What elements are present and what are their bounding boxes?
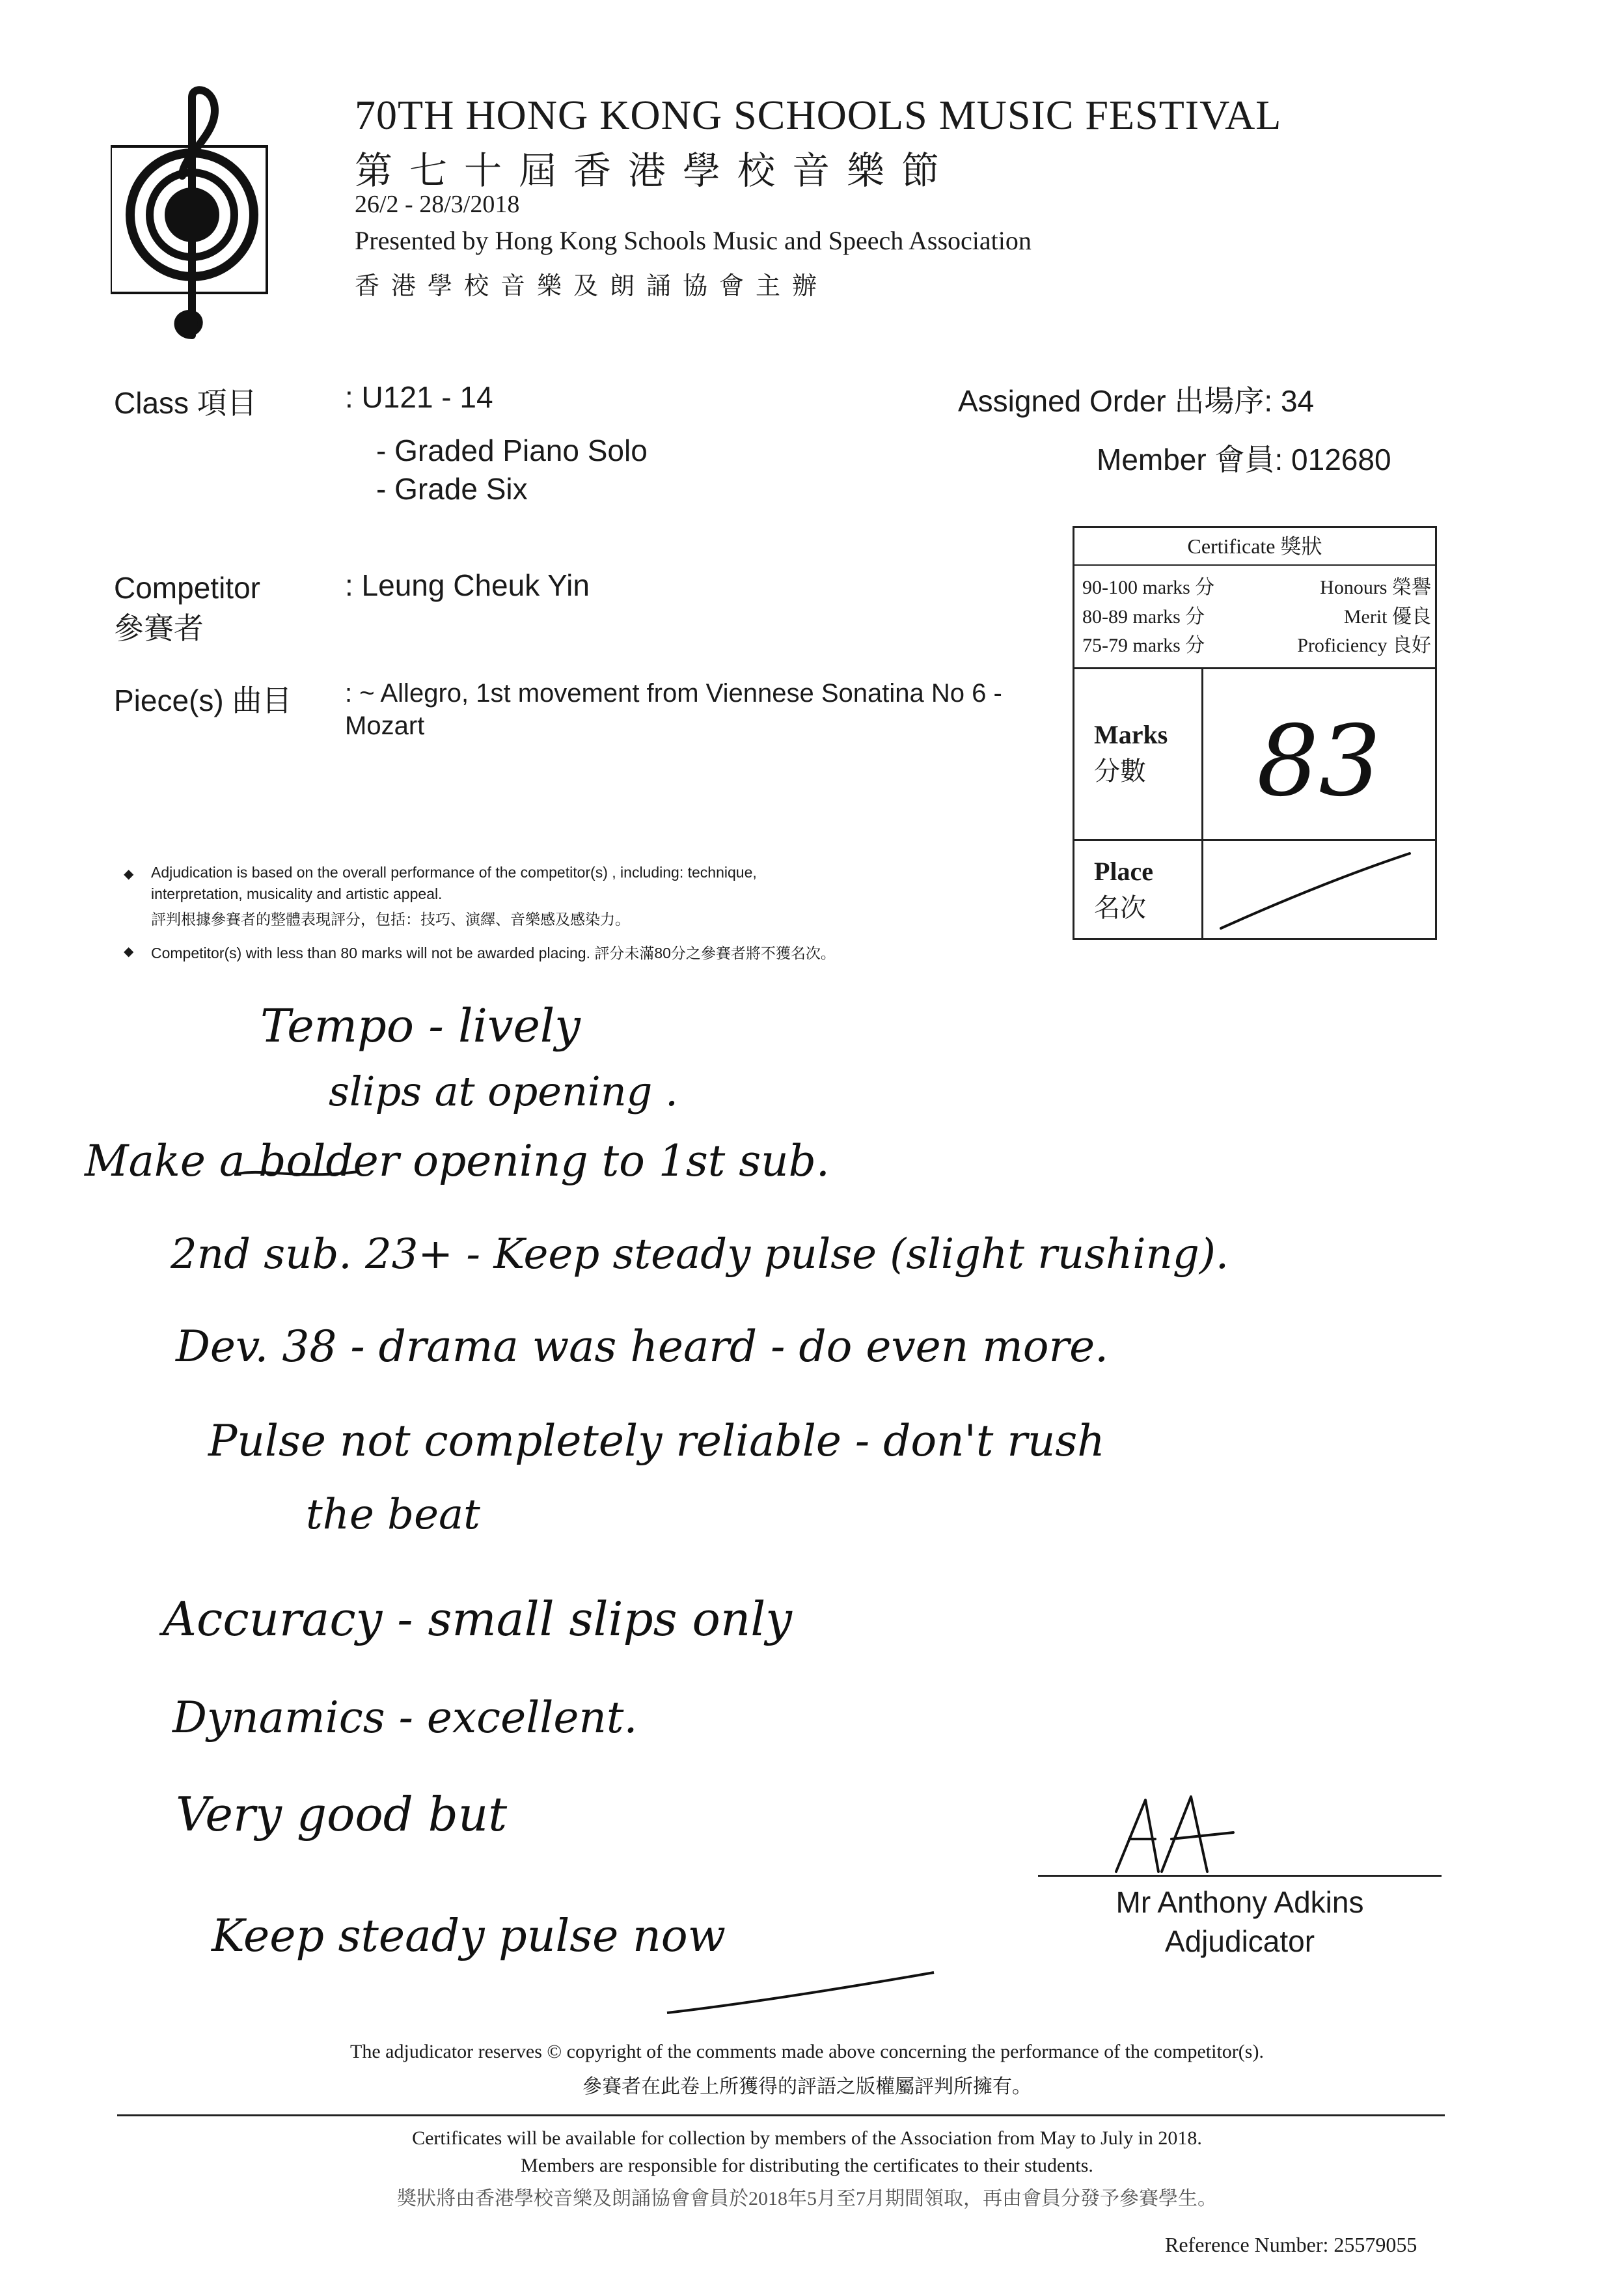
comment-line: 2nd sub. 23+ - Keep steady pulse (slight rushing). bbox=[171, 1230, 1229, 1279]
adjudication-note-zh: 評判根據參賽者的整體表現評分，包括：技巧、演繹、音樂感及感染力。 bbox=[151, 911, 630, 928]
table-divider bbox=[1201, 667, 1203, 940]
comment-line: Very good but bbox=[176, 1787, 508, 1842]
adjudicator-signature bbox=[1110, 1787, 1240, 1878]
place-dash-stroke bbox=[1208, 847, 1429, 938]
certificate-heading: Certificate 獎狀 bbox=[1074, 528, 1435, 566]
adjudicator-title: Adjudicator bbox=[1164, 1924, 1315, 1958]
certificate-distribution-note: Members are responsible for distributing the certificates to their students. bbox=[521, 2155, 1093, 2176]
festival-title: 70TH HONG KONG SCHOOLS MUSIC FESTIVAL bbox=[355, 92, 1282, 138]
comment-line: Dynamics - excellent. bbox=[172, 1693, 638, 1743]
class-code: : U121 - 14 bbox=[345, 380, 493, 414]
certificate-collection-note: Certificates will be available for collection by members of the Association from May to July in 2018. bbox=[412, 2127, 1202, 2149]
signature-line bbox=[1038, 1875, 1442, 1877]
festival-logo bbox=[111, 85, 293, 345]
marks-value-box bbox=[1218, 678, 1419, 827]
competitor-label-zh: 參賽者 bbox=[114, 611, 204, 645]
certificate-range: 75-79 marks 分 bbox=[1082, 635, 1205, 656]
competitor-name: : Leung Cheuk Yin bbox=[345, 568, 590, 602]
competitor-label bbox=[114, 568, 260, 648]
bullet-icon: ◆ bbox=[124, 867, 134, 881]
competitor-label-en: Competitor bbox=[114, 571, 260, 605]
marks-label-zh: 分數 bbox=[1094, 756, 1146, 786]
place-label bbox=[1094, 853, 1153, 926]
piece-value: : ~ Allegro, 1st movement from Viennese Sonatina No 6 - Mozart bbox=[345, 679, 1002, 740]
presented-by-zh: 香港學校音樂及朗誦協會主辦 bbox=[355, 273, 829, 300]
certificate-table bbox=[1073, 526, 1437, 940]
pen-stroke bbox=[664, 1966, 937, 2018]
certificate-award: Honours 榮譽 bbox=[1320, 577, 1431, 598]
class-grade: - Grade Six bbox=[376, 472, 528, 506]
copyright-note-zh: 參賽者在此卷上所獲得的評語之版權屬評判所擁有。 bbox=[582, 2076, 1032, 2097]
member-number: Member 會員: 012680 bbox=[1097, 443, 1391, 477]
comment-line: Keep steady pulse now bbox=[212, 1911, 726, 1962]
comment-line: slips at opening . bbox=[329, 1068, 678, 1115]
comment-line: Accuracy - small slips only bbox=[163, 1592, 792, 1646]
comment-line: Tempo - lively bbox=[260, 999, 581, 1053]
comment-line: Make a bolder opening to 1st sub. bbox=[85, 1136, 830, 1186]
marks-label-en: Marks bbox=[1094, 720, 1168, 749]
piece-label: Piece(s) 曲目 bbox=[114, 684, 292, 717]
adjudication-note-cont: interpretation, musicality and artistic appeal. bbox=[151, 885, 443, 902]
certificate-award: Merit 優良 bbox=[1343, 606, 1431, 628]
presented-by: Presented by Hong Kong Schools Music and Speech Association bbox=[355, 226, 1032, 255]
footer-divider bbox=[117, 2114, 1445, 2116]
certificate-range: 80-89 marks 分 bbox=[1082, 606, 1205, 628]
table-divider bbox=[1074, 667, 1435, 669]
marks-label bbox=[1094, 717, 1168, 790]
copyright-note: The adjudicator reserves © copyright of the comments made above concerning the performance of the competitor(s). bbox=[350, 2041, 1264, 2062]
festival-dates: 26/2 - 28/3/2018 bbox=[355, 191, 520, 218]
certificate-note-zh: 獎狀將由香港學校音樂及朗誦協會會員於2018年5月至7月期間領取，再由會員分發予參賽學生。 bbox=[397, 2188, 1217, 2209]
place-label-zh: 名次 bbox=[1094, 893, 1146, 922]
bullet-icon: ◆ bbox=[124, 945, 134, 959]
festival-title-zh: 第七十屆香港學校音樂節 bbox=[355, 150, 957, 192]
marks-value: 83 bbox=[1257, 705, 1381, 818]
certificate-award: Proficiency 良好 bbox=[1297, 635, 1431, 656]
certificate-range: 90-100 marks 分 bbox=[1082, 577, 1215, 598]
class-label: Class 項目 bbox=[114, 386, 257, 420]
comment-line: Pulse not completely reliable - don't rush bbox=[208, 1416, 1105, 1466]
comment-line: Dev. 38 - drama was heard - do even more. bbox=[176, 1321, 1109, 1372]
place-label-en: Place bbox=[1094, 857, 1154, 886]
strikethrough-scribble bbox=[231, 1160, 361, 1186]
placing-note: Competitor(s) with less than 80 marks will not be awarded placing. 評分未滿80分之參賽者將不獲名次。 bbox=[151, 945, 836, 961]
assigned-order: Assigned Order 出場序: 34 bbox=[958, 384, 1315, 418]
table-divider bbox=[1074, 839, 1435, 841]
class-description: - Graded Piano Solo bbox=[376, 434, 648, 467]
comment-line: the beat bbox=[306, 1491, 480, 1539]
adjudicator-name: Mr Anthony Adkins bbox=[1115, 1885, 1364, 1919]
adjudication-note: Adjudication is based on the overall performance of the competitor(s) , including: technique, bbox=[151, 864, 757, 881]
reference-number: Reference Number: 25579055 bbox=[1165, 2233, 1417, 2256]
